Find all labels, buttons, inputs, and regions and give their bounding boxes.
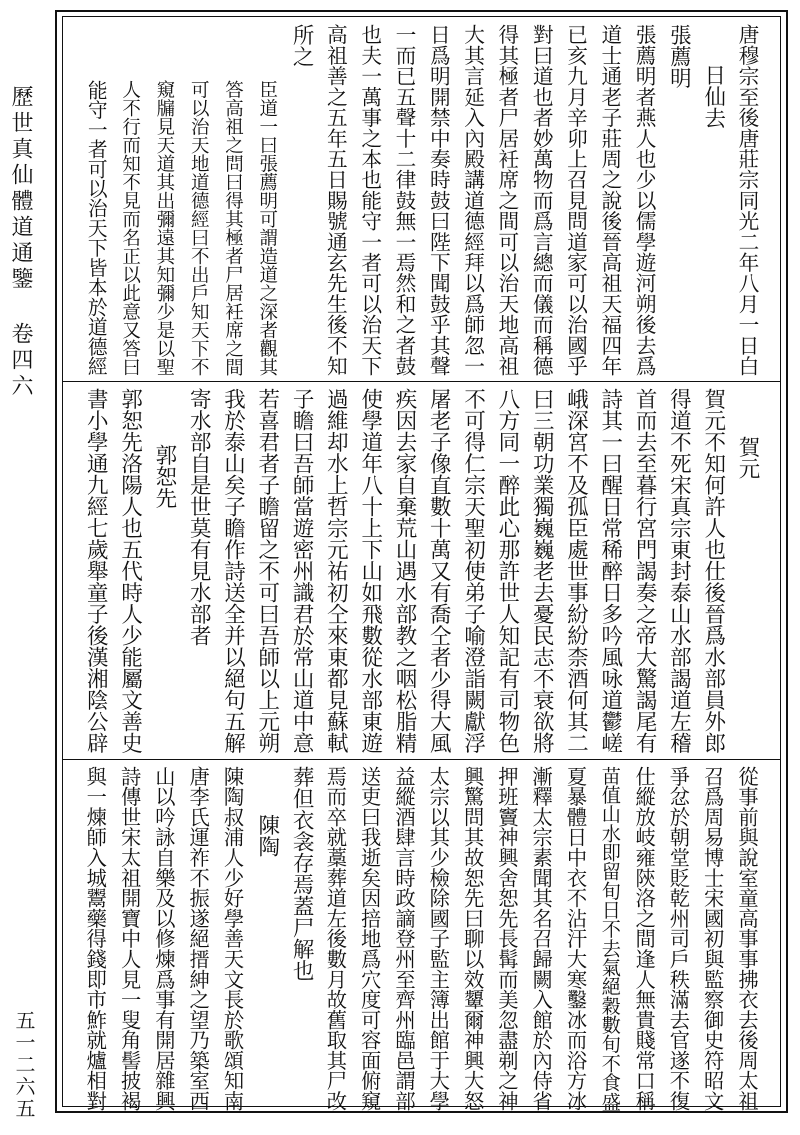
margin-page-number: 五一二六五 xyxy=(12,1010,36,1120)
section2-column-5: 詩其一曰醒日常稀醉日多吟風咏道鬱嵯 xyxy=(597,388,623,754)
section1-column-3: 張薦明 xyxy=(666,24,692,89)
section1-column-13: 高祖善之五年五日賜號通玄先生後不知 xyxy=(323,24,348,377)
section1-column-1: 唐穆宗至後唐莊宗同光二年八月一日白 xyxy=(735,24,759,377)
section3-column-16: 陳陶叔浦人少好學善天文長於歌頌知南 xyxy=(220,766,245,1111)
section3-column-1: 從事前與說室童高事事拂衣去後周太祖 xyxy=(735,766,759,1111)
section3-column-5: 苗值山水即留旬日不去氣絕穀數旬不食盛 xyxy=(598,766,622,1112)
section2-column-18: 郭恕先 xyxy=(151,444,177,509)
section1-column-15: 臣道一曰張薦明可謂造道之深者觀其 xyxy=(256,80,278,376)
section2-column-2: 賀元不知何許人也仕後晉爲水部員外郎 xyxy=(700,388,726,754)
section1-column-11: 一而已五聲十二律鼓無一焉然和之者鼓 xyxy=(392,24,416,377)
section3-column-9: 興驚問其故恕先曰聊以效顰爾神興大怒 xyxy=(460,766,485,1111)
section2-column-15: 若喜君者子瞻留之不可曰吾師以上元朔 xyxy=(254,388,280,754)
section3-column-7: 漸釋太宗素聞其名召歸闕入館於內侍省 xyxy=(529,766,554,1111)
section1-column-4: 張薦明者燕人也少以儒學遊河朔後去爲 xyxy=(632,24,657,377)
section3-column-12: 送吏曰我逝矣因掊地爲穴度可容面俯窺 xyxy=(357,766,382,1111)
section2-column-10: 屠老子像直數十萬又有喬仝者少得大風 xyxy=(426,388,452,754)
section2-column-9: 不可得仁宗天聖初使弟子喻澄詣闕獻浮 xyxy=(460,388,486,754)
section1-column-12: 也夫一萬事之本也能守一者可以治天下 xyxy=(357,24,382,377)
section2-column-14: 子瞻曰吾師當遊密州識君於常山道中意 xyxy=(289,388,315,754)
section3-column-18: 山以吟詠自樂及以修煉爲事有開居雜興 xyxy=(151,766,176,1111)
section3-column-20: 與一煉師入城鬻藥得錢即市鮓就爐相對 xyxy=(83,766,108,1111)
section3-column-17: 唐李氏運祚不振遂絕搢紳之望乃築室西 xyxy=(186,766,211,1111)
section3-column-2: 召爲周易博士宋國初與監察御史符昭文 xyxy=(700,766,725,1111)
section1-column-5: 道士通老子莊周之說後晉高祖天福四年 xyxy=(597,24,622,377)
section3-column-4: 仕縱放岐雍陝洛之間逢人無貴賤常口稱 xyxy=(632,766,657,1111)
section1-column-6: 已亥九月辛卯上召見問道家可以治國乎 xyxy=(563,24,588,377)
section3-column-11: 益縱酒肆言時政謫登州至齊州臨邑謂部 xyxy=(392,766,416,1111)
section3-column-6: 夏暴體日中衣不沾汗大寒鑿冰而浴方冰 xyxy=(563,766,588,1111)
section2-column-13: 過維却水上哲宗元祐初仝來東都見蘇軾 xyxy=(323,388,349,754)
section3-column-19: 詩傳世宋太祖開寶中人見一叟角髻披褐 xyxy=(117,766,142,1111)
section2-column-11: 疾因去家自棄荒山遇水部教之咽松脂精 xyxy=(392,388,417,754)
section1-column-18: 窺牖見天道其出彌遠其知彌少是以聖 xyxy=(153,80,175,376)
section2-column-16: 我於泰山矣子瞻作詩送全并以絕句五解 xyxy=(220,388,246,754)
section3-column-14: 葬但衣衾存焉蓋尸解也 xyxy=(289,766,315,981)
section3-column-13: 焉而卒就藁葬道左後數月故舊取其尸改 xyxy=(323,766,348,1111)
section2-column-17: 寄水部自是世莫有見水部者 xyxy=(186,388,212,646)
section3-column-3: 爭忿於朝堂貶乾州司戶秩滿去官遂不復 xyxy=(666,766,691,1111)
section1-column-20: 能守一者可以治天下皆本於道德經 xyxy=(84,80,108,376)
section1-column-19: 人不行而知不見而名正以此意又答曰 xyxy=(119,80,141,376)
section2-column-4: 首而去至暮行宮門謁奏之帝大驚謁尾有 xyxy=(632,388,658,754)
section1-column-9: 大其言延入內殿講道德經拜以爲師忽一 xyxy=(460,24,485,377)
section-divider-2 xyxy=(62,759,781,760)
section1-column-10: 日爲明開禁中奏時鼓曰陛下聞鼓乎其聲 xyxy=(426,24,451,377)
section1-column-16: 答高祖之問曰得其極者尸居衽席之間 xyxy=(222,80,244,376)
section2-column-19: 郭恕先洛陽人也五代時人少能屬文善史 xyxy=(117,388,143,754)
section2-column-8: 八方同一醉此心那許世人知記有司物色 xyxy=(494,388,520,754)
section1-column-8: 得其極者尸居衽席之間可以治天地高祖 xyxy=(494,24,519,377)
section1-column-17: 可以治天地道德經曰不出戶知天下不 xyxy=(188,80,210,376)
section2-column-7: 曰三朝功業獨巍巍老去憂民志不衰欲將 xyxy=(529,388,555,754)
section1-column-14: 所之 xyxy=(289,24,315,67)
section1-column-2: 日仙去 xyxy=(700,64,726,129)
section3-column-10: 太宗以其少檢除國子監主簿出館于大學 xyxy=(426,766,451,1111)
section2-column-12: 使學道年八十上下山如飛數從水部東遊 xyxy=(357,388,383,754)
section2-column-1: 賀元 xyxy=(735,436,760,479)
section2-column-6: 峨深宮不及孤臣處世事紛紛柰酒何其二 xyxy=(563,388,589,754)
section1-column-7: 對曰道也者妙萬物而爲言總而儀而稱德 xyxy=(529,24,554,377)
section2-column-20: 書小學通九經七歲舉童子後漢湘陰公辟 xyxy=(83,388,109,754)
section3-column-8: 押班竇神興舍恕先長髯而美忽盡剃之神 xyxy=(494,766,519,1111)
section2-column-3: 得道不死宋真宗東封泰山水部謁道左稽 xyxy=(666,388,692,754)
margin-book-title: 歷世真仙體道通鑒 卷四六 xyxy=(8,85,33,400)
section-divider-1 xyxy=(62,381,781,382)
section3-column-15: 陳陶 xyxy=(254,814,280,857)
